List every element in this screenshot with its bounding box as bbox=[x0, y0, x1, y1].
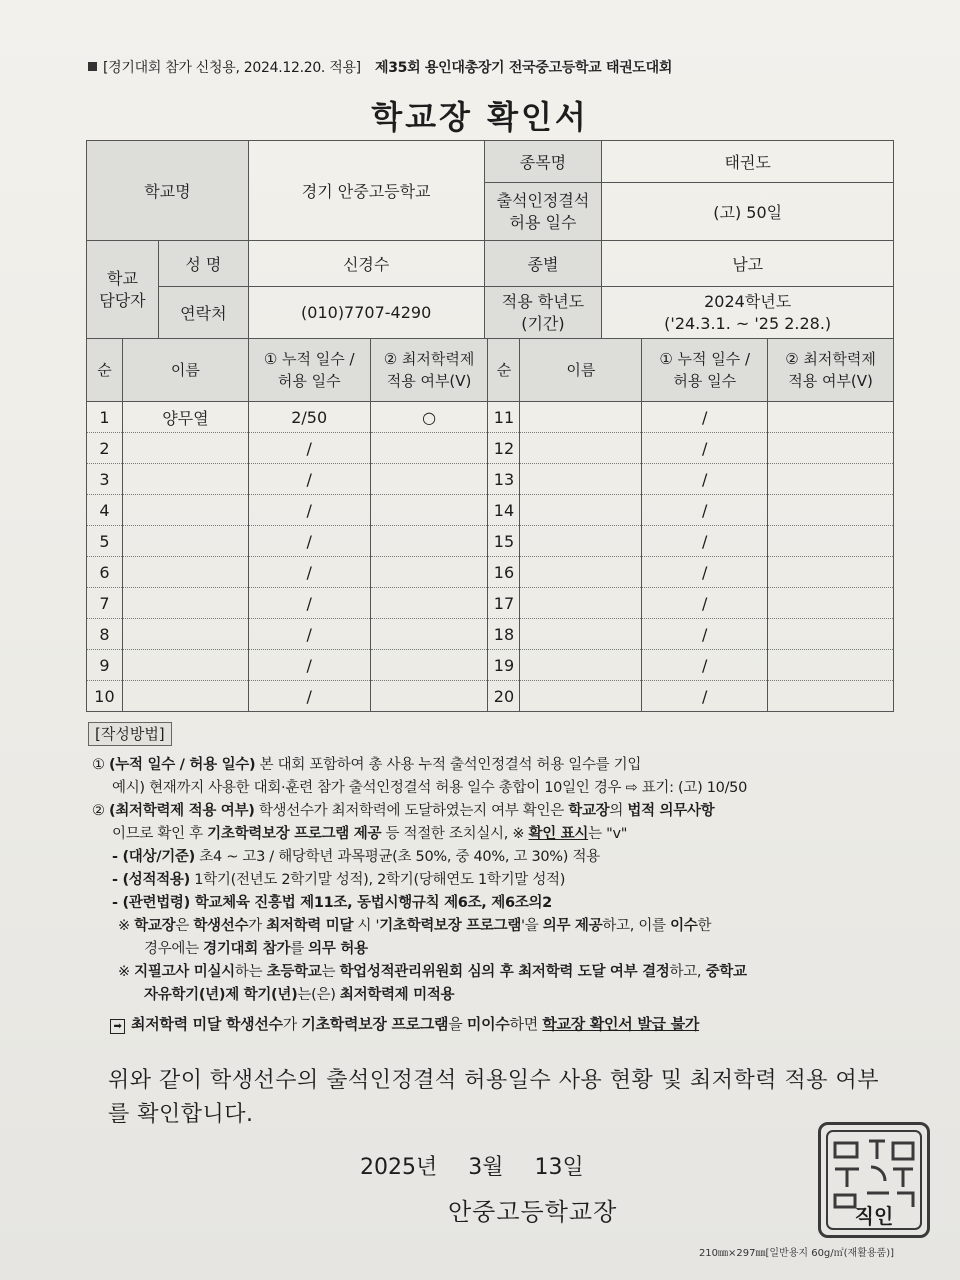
header-min-right bbox=[768, 339, 894, 402]
row-days: / bbox=[248, 588, 370, 619]
row-name bbox=[520, 433, 642, 464]
header-days-right-line1: ① 누적 일수 / bbox=[659, 350, 751, 368]
instruction-text: 하고, bbox=[669, 964, 706, 980]
row-days: / bbox=[248, 433, 370, 464]
confirmation-statement: 위와 같이 학생선수의 출석인정결석 허용일수 사용 현황 및 최저학력 적용 여부를 확인합니다. bbox=[108, 1068, 879, 1127]
table-row bbox=[87, 526, 894, 557]
table-row bbox=[87, 588, 894, 619]
row-days: / bbox=[248, 495, 370, 526]
row-days: / bbox=[642, 681, 768, 712]
instruction-bold: 기초학력보장 프로그램 bbox=[379, 918, 522, 934]
row-min bbox=[370, 464, 488, 495]
instruction-bold: (누적 일수 / 허용 일수) bbox=[109, 757, 256, 773]
row-min bbox=[370, 557, 488, 588]
instruction-text: 는 bbox=[321, 964, 340, 980]
instruction-text: ※ bbox=[118, 918, 135, 934]
header-days-left bbox=[248, 339, 370, 402]
row-name bbox=[122, 464, 248, 495]
row-min: ○ bbox=[370, 402, 488, 433]
instruction-bold: 학교장 bbox=[134, 918, 176, 934]
row-name bbox=[520, 495, 642, 526]
row-name bbox=[520, 464, 642, 495]
row-name bbox=[520, 526, 642, 557]
header-days-left-line2: 허용 일수 bbox=[277, 372, 341, 390]
instruction-line bbox=[88, 823, 898, 846]
instruction-bold: 의무 제공 bbox=[542, 918, 603, 934]
instruction-line bbox=[88, 961, 898, 984]
row-no: 11 bbox=[488, 402, 520, 433]
manager-label-line1: 학교 bbox=[106, 268, 138, 288]
table-row bbox=[87, 495, 894, 526]
table-row bbox=[87, 557, 894, 588]
writing-instructions bbox=[88, 722, 898, 1036]
instructions-tag: [작성방법] bbox=[88, 722, 172, 746]
row-days: / bbox=[248, 619, 370, 650]
instruction-bold: 기초학력보장 프로그램 제공 bbox=[207, 826, 382, 842]
row-no: 16 bbox=[488, 557, 520, 588]
instruction-bold: 지필고사 미실시 bbox=[134, 964, 235, 980]
row-no: 12 bbox=[488, 433, 520, 464]
school-info-table bbox=[86, 140, 894, 339]
header-days-left-line1: ① 누적 일수 / bbox=[263, 350, 355, 368]
paper-footnote: 210㎜×297㎜[일반용지 60g/㎡(재활용품)] bbox=[698, 1248, 894, 1259]
row-no: 20 bbox=[488, 681, 520, 712]
category-value: 남고 bbox=[602, 241, 894, 287]
row-no: 9 bbox=[87, 650, 123, 681]
row-no: 8 bbox=[87, 619, 123, 650]
row-name bbox=[520, 650, 642, 681]
row-min bbox=[370, 650, 488, 681]
row-no: 4 bbox=[87, 495, 123, 526]
header-min-left-line2: 적용 여부(V) bbox=[386, 372, 472, 390]
instruction-line bbox=[88, 846, 898, 869]
school-year-label bbox=[484, 287, 602, 339]
instruction-text: 을 bbox=[448, 1015, 467, 1033]
table-row bbox=[87, 402, 894, 433]
row-min bbox=[370, 619, 488, 650]
row-days: / bbox=[642, 526, 768, 557]
instruction-text: 은 bbox=[175, 918, 194, 934]
instruction-bold: 학교장 bbox=[568, 803, 610, 819]
allowed-days-label-line1: 출석인정결석 bbox=[496, 190, 590, 210]
contact-label: 연락처 bbox=[158, 287, 248, 339]
instruction-bold: 최저학력 미달 학생선수 bbox=[131, 1015, 283, 1033]
row-days: / bbox=[248, 681, 370, 712]
instruction-bold: (최저학력제 적용 여부) bbox=[109, 803, 255, 819]
row-days: / bbox=[248, 557, 370, 588]
instruction-bold: - (성적적용) bbox=[112, 872, 190, 888]
instruction-bold: 의무 허용 bbox=[308, 941, 368, 957]
allowed-days-value: (고) 50일 bbox=[602, 183, 894, 241]
name-label: 성 명 bbox=[158, 241, 248, 287]
instruction-text: 학생선수가 최저학력에 도달하였는지 여부 확인은 bbox=[254, 803, 569, 819]
instruction-text: 경우에는 bbox=[144, 941, 204, 957]
instruction-bold: 미이수 bbox=[466, 1015, 510, 1033]
date-day: 13일 bbox=[534, 1155, 584, 1180]
school-year-value-line1: 2024학년도 bbox=[704, 291, 792, 311]
header-min-left-line1: ② 최저학력제 bbox=[383, 350, 475, 368]
table-row bbox=[87, 650, 894, 681]
header-min-left bbox=[370, 339, 488, 402]
row-min bbox=[768, 526, 894, 557]
row-name bbox=[122, 588, 248, 619]
row-name bbox=[520, 557, 642, 588]
row-min bbox=[370, 433, 488, 464]
instruction-text: 가 bbox=[282, 1015, 302, 1033]
instruction-bold: 학업성적관리위원회 심의 후 최저학력 도달 여부 결정 bbox=[339, 964, 670, 980]
instruction-line bbox=[88, 984, 898, 1007]
instruction-text: 이므로 확인 후 bbox=[112, 826, 208, 842]
header-no-right: 순 bbox=[488, 339, 520, 402]
header-name-right: 이름 bbox=[520, 339, 642, 402]
school-year-value bbox=[602, 287, 894, 339]
instruction-text: ※ bbox=[118, 964, 135, 980]
row-min bbox=[768, 433, 894, 464]
instruction-text: 시 ' bbox=[353, 918, 380, 934]
allowed-days-label-line2: 허용 일수 bbox=[509, 212, 577, 232]
instruction-bold: - (대상/기준) bbox=[112, 849, 195, 865]
form-header bbox=[88, 57, 888, 77]
instruction-line: 예시) 현재까지 사용한 대회·훈련 참가 출석인정결석 허용 일수 총합이 10일인 경우 ⇨ 표기: (고) 10/50 bbox=[112, 780, 748, 796]
square-bullet-icon bbox=[88, 62, 97, 71]
row-days: / bbox=[642, 495, 768, 526]
instruction-text: 하고, 이를 bbox=[602, 918, 671, 934]
instruction-bold: 초등학교 bbox=[266, 964, 322, 980]
instruction-text: 하면 bbox=[509, 1015, 543, 1033]
row-name bbox=[122, 681, 248, 712]
header-min-right-line2: 적용 여부(V) bbox=[788, 372, 873, 390]
instruction-bold: 경기대회 참가 bbox=[203, 941, 291, 957]
instruction-bold: 학교체육 진흥법 제11조, 동법시행규칙 제6조, 제6조의2 bbox=[189, 895, 552, 911]
header-no-left: 순 bbox=[87, 339, 123, 402]
row-name bbox=[520, 402, 642, 433]
row-name bbox=[520, 681, 642, 712]
row-days: / bbox=[642, 557, 768, 588]
row-min bbox=[768, 619, 894, 650]
instruction-text: 한 bbox=[697, 918, 712, 934]
school-year-label-line1: 적용 학년도 bbox=[501, 291, 585, 311]
instruction-bold: - (관련법령) bbox=[112, 895, 190, 911]
instruction-line bbox=[88, 800, 898, 823]
instruction-line bbox=[88, 892, 898, 915]
row-no: 5 bbox=[87, 526, 123, 557]
instruction-bold: 학생선수 bbox=[193, 918, 249, 934]
row-days: / bbox=[642, 588, 768, 619]
instruction-text: 를 bbox=[290, 941, 309, 957]
instruction-text: 는(은) bbox=[297, 987, 340, 1003]
document-title: 학교장 확인서 bbox=[371, 98, 589, 136]
instruction-bold: 기초학력보장 프로그램 bbox=[301, 1015, 449, 1033]
category-label: 종별 bbox=[484, 241, 602, 287]
allowed-days-label bbox=[484, 183, 602, 241]
date-month: 3월 bbox=[468, 1155, 504, 1180]
row-no: 18 bbox=[488, 619, 520, 650]
instruction-text: 1학기(전년도 2학기말 성적), 2학기(당해연도 1학기말 성적) bbox=[189, 872, 566, 888]
header-days-right bbox=[642, 339, 768, 402]
row-no: 2 bbox=[87, 433, 123, 464]
instruction-bold: 학교장 확인서 발급 불가 bbox=[542, 1015, 700, 1033]
sport-value: 태권도 bbox=[602, 141, 894, 183]
instruction-bold: 법적 의무사항 bbox=[627, 803, 715, 819]
row-min bbox=[768, 557, 894, 588]
row-days: / bbox=[248, 650, 370, 681]
school-year-label-line2: (기간) bbox=[521, 313, 565, 333]
instruction-bold: 중학교 bbox=[705, 964, 747, 980]
instruction-line bbox=[88, 938, 898, 961]
row-name bbox=[122, 557, 248, 588]
manager-label-line2: 담당자 bbox=[99, 290, 146, 310]
row-name: 양무열 bbox=[122, 402, 248, 433]
instruction-bold: 자유학기(년)제 학기(년) bbox=[144, 987, 298, 1003]
header-days-right-line2: 허용 일수 bbox=[673, 372, 737, 390]
instruction-final-line bbox=[88, 1013, 898, 1036]
instruction-bold: 확인 표시 bbox=[528, 826, 589, 842]
instruction-line bbox=[88, 915, 898, 938]
instruction-text: 초4 ~ 고3 / 해당학년 과목평균(초 50%, 중 40%, 고 30%) 적용 bbox=[194, 849, 600, 865]
row-days: / bbox=[642, 464, 768, 495]
instruction-text: 등 적절한 조치실시, ※ bbox=[381, 826, 529, 842]
instruction-bold: 최저학력제 미적용 bbox=[339, 987, 455, 1003]
row-min bbox=[370, 681, 488, 712]
row-min bbox=[768, 495, 894, 526]
form-note: [경기대회 참가 신청용, 2024.12.20. 적용] bbox=[103, 60, 361, 76]
instruction-text: '을 bbox=[521, 918, 543, 934]
row-min bbox=[370, 588, 488, 619]
row-name bbox=[122, 433, 248, 464]
row-min bbox=[370, 526, 488, 557]
instruction-bold: 이수 bbox=[670, 918, 698, 934]
table-row bbox=[87, 681, 894, 712]
issue-date bbox=[360, 1150, 584, 1181]
row-min bbox=[370, 495, 488, 526]
instruction-text: 는 "v" bbox=[588, 826, 628, 842]
row-no: 17 bbox=[488, 588, 520, 619]
header-name-left: 이름 bbox=[122, 339, 248, 402]
row-min bbox=[768, 402, 894, 433]
row-no: 1 bbox=[87, 402, 123, 433]
seal-label: 직인 bbox=[854, 1204, 894, 1228]
instruction-text: 본 대회 포함하여 총 사용 누적 출석인정결석 허용 일수를 기입 bbox=[255, 757, 642, 773]
instruction-line bbox=[88, 754, 898, 777]
header-min-right-line1: ② 최저학력제 bbox=[785, 350, 876, 368]
row-no: 13 bbox=[488, 464, 520, 495]
official-seal bbox=[818, 1122, 930, 1238]
row-no: 6 bbox=[87, 557, 123, 588]
row-name bbox=[122, 526, 248, 557]
row-days: 2/50 bbox=[248, 402, 370, 433]
row-days: / bbox=[642, 402, 768, 433]
row-min bbox=[768, 588, 894, 619]
school-year-value-line2: ('24.3.1. ~ '25 2.28.) bbox=[664, 313, 832, 333]
row-days: / bbox=[642, 433, 768, 464]
event-title: 제35회 용인대총장기 전국중고등학교 태권도대회 bbox=[375, 60, 673, 76]
school-value: 경기 안중고등학교 bbox=[248, 141, 484, 241]
row-name bbox=[520, 619, 642, 650]
instruction-bold: 최저학력 미달 bbox=[266, 918, 354, 934]
contact-value: (010)7707-4290 bbox=[248, 287, 484, 339]
row-name bbox=[122, 619, 248, 650]
row-days: / bbox=[248, 464, 370, 495]
row-min bbox=[768, 681, 894, 712]
row-name bbox=[520, 588, 642, 619]
row-no: 19 bbox=[488, 650, 520, 681]
row-name bbox=[122, 495, 248, 526]
circle-two-marker: ② bbox=[92, 803, 105, 819]
name-value: 신경수 bbox=[248, 241, 484, 287]
student-roster-table bbox=[86, 338, 894, 712]
instruction-text: 가 bbox=[248, 918, 267, 934]
row-days: / bbox=[642, 619, 768, 650]
sport-label: 종목명 bbox=[484, 141, 602, 183]
manager-label bbox=[87, 241, 159, 339]
circle-one-marker: ① bbox=[92, 757, 105, 773]
date-year: 2025년 bbox=[360, 1155, 438, 1180]
row-min bbox=[768, 650, 894, 681]
table-row bbox=[87, 619, 894, 650]
instruction-text: 의 bbox=[609, 803, 628, 819]
row-days: / bbox=[642, 650, 768, 681]
row-no: 10 bbox=[87, 681, 123, 712]
row-no: 14 bbox=[488, 495, 520, 526]
boxed-arrow-icon: ➡ bbox=[110, 1019, 125, 1034]
row-no: 3 bbox=[87, 464, 123, 495]
principal-signature: 안중고등학교장 bbox=[448, 1198, 618, 1226]
instruction-text: 하는 bbox=[234, 964, 267, 980]
row-no: 7 bbox=[87, 588, 123, 619]
row-no: 15 bbox=[488, 526, 520, 557]
row-min bbox=[768, 464, 894, 495]
table-row bbox=[87, 464, 894, 495]
instruction-line bbox=[88, 869, 898, 892]
school-label: 학교명 bbox=[87, 141, 249, 241]
table-row bbox=[87, 433, 894, 464]
row-name bbox=[122, 650, 248, 681]
row-days: / bbox=[248, 526, 370, 557]
